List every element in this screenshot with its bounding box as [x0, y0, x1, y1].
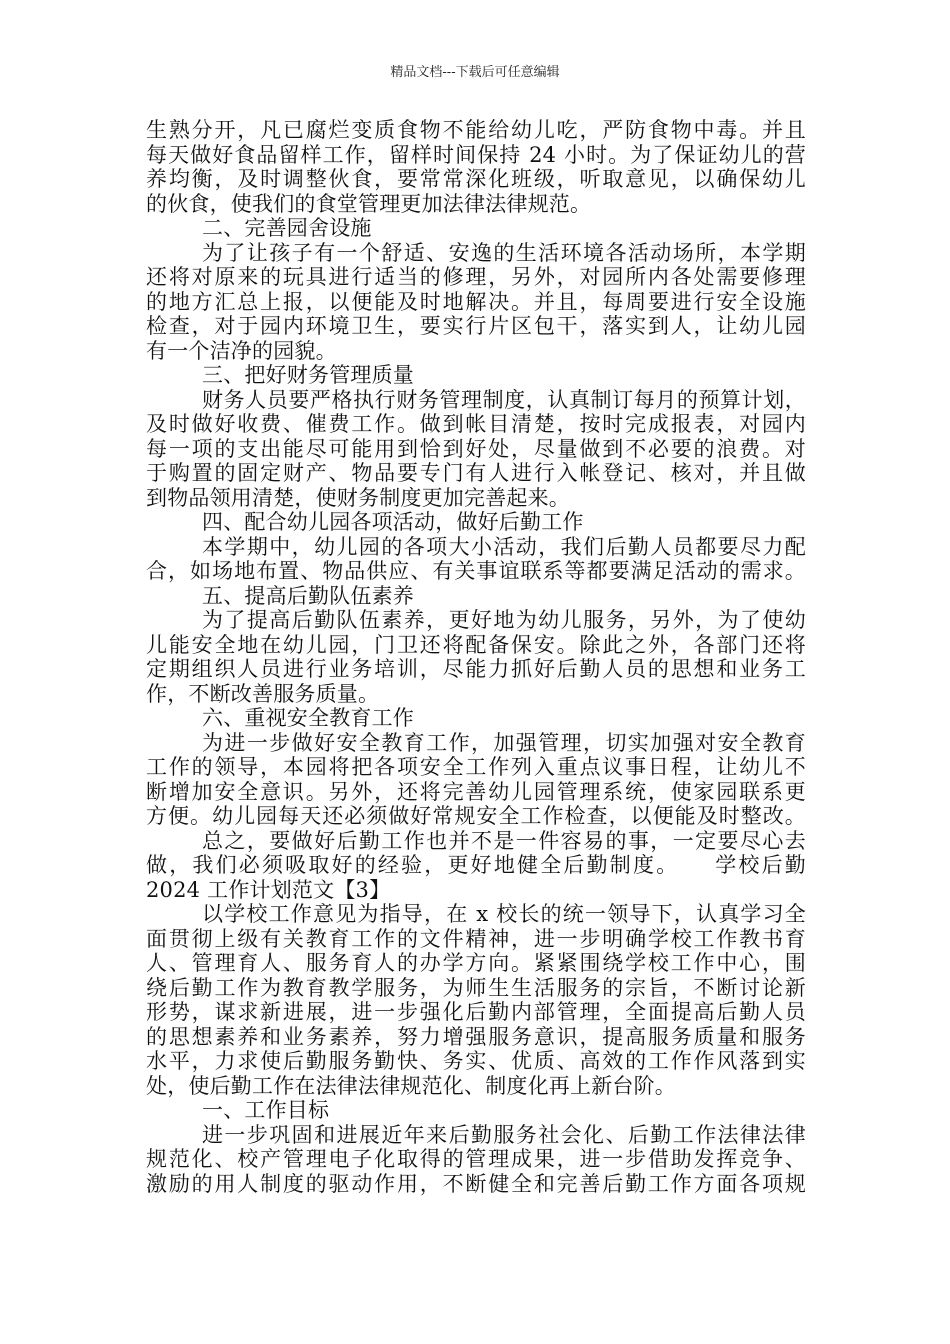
text-line: 检查，对于园内环境卫生，要实行片区包干，落实到人，让幼儿园	[146, 314, 806, 338]
text-line: 为进一步做好安全教育工作，加强管理，切实加强对安全教育	[202, 730, 806, 755]
text-line: 合，如场地布置、物品供应、有关事谊联系等都要满足活动的需求。	[146, 559, 806, 583]
text-line: 四、配合幼儿园各项活动，做好后勤工作	[202, 510, 584, 534]
text-line: 作，不断改善服务质量。	[146, 681, 380, 706]
text-line: 财务人员要严格执行财务管理制度，认真制订每月的预算计划，	[202, 387, 806, 412]
text-line: 方便。幼儿园每天还必须做好常规安全工作检查，以便能及时整改。	[146, 804, 806, 828]
text-line: 以学校工作意见为指导，在 x 校长的统一领导下，认真学习全	[202, 902, 806, 926]
text-line: 绕后勤工作为教育教学服务，为师生生活服务的宗旨，不断讨论新	[146, 975, 806, 1000]
text-line: 每一项的支出能尽可能用到恰到好处，尽量做到不必要的浪费。对	[146, 436, 806, 461]
text-line: 三、把好财务管理质量	[202, 363, 414, 387]
text-line: 定期组织人员进行业务培训，尽能力抓好后勤人员的思想和业务工	[146, 657, 806, 681]
text-line: 处，使后勤工作在法律法律规范化、制度化再上新台阶。	[146, 1073, 676, 1098]
text-line: 有一个洁净的园貌。	[146, 338, 337, 363]
text-line: 的地方汇总上报，以便能及时地解决。并且，每周要进行安全设施	[146, 289, 806, 314]
text-line: 二、完善园舍设施	[202, 216, 372, 240]
text-line: 总之，要做好后勤工作也并不是一件容易的事，一定要尽心去	[202, 828, 806, 853]
text-line: 六、重视安全教育工作	[202, 706, 414, 730]
text-line: 进一步巩固和进展近年来后勤服务社会化、后勤工作法律法律	[202, 1122, 806, 1147]
page-header: 精品文档---下载后可任意编辑	[390, 65, 560, 80]
text-line: 人、管理育人、服务育人的办学方向。紧紧围绕学校工作中心，围	[146, 951, 806, 975]
text-line: 为了提高后勤队伍素养，更好地为幼儿服务，另外，为了使幼	[202, 608, 806, 632]
text-line: 本学期中，幼儿园的各项大小活动，我们后勤人员都要尽力配	[202, 534, 806, 559]
text-line: 形势，谋求新进展，进一步强化后勤内部管理，全面提高后勤人员	[146, 1000, 806, 1024]
document-body	[146, 118, 806, 1196]
text-line: 2024 工作计划范文【3】	[146, 877, 391, 902]
text-line: 儿能安全地在幼儿园，门卫还将配备保安。除此之外，各部门还将	[146, 632, 806, 657]
text-line: 水平，力求使后勤服务勤快、务实、优质、高效的工作作风落到实	[146, 1049, 806, 1073]
text-line: 及时做好收费、催费工作。做到帐目清楚，按时完成报表，对园内	[146, 412, 806, 436]
text-line: 还将对原来的玩具进行适当的修理，另外，对园所内各处需要修理	[146, 265, 806, 289]
text-line: 五、提高后勤队伍素养	[202, 583, 414, 608]
text-line: 面贯彻上级有关教育工作的文件精神，进一步明确学校工作教书育	[146, 926, 806, 951]
text-line: 到物品领用清楚，使财务制度更加完善起来。	[146, 485, 570, 510]
text-line: 于购置的固定财产、物品要专门有人进行入帐登记、核对，并且做	[146, 461, 806, 485]
text-line: 每天做好食品留样工作，留样时间保持 24 小时。为了保证幼儿的营	[146, 142, 806, 167]
text-line: 规范化、校产管理电子化取得的管理成果，进一步借助发挥竞争、	[146, 1147, 806, 1171]
text-line: 激励的用人制度的驱动作用，不断健全和完善后勤工作方面各项规	[146, 1171, 806, 1196]
text-line: 一、工作目标	[202, 1098, 330, 1122]
text-line: 的思想素养和业务素养，努力增强服务意识，提高服务质量和服务	[146, 1024, 806, 1049]
text-line: 养均衡，及时调整伙食，要常常深化班级，听取意见，以确保幼儿	[146, 167, 806, 191]
text-line: 断增加安全意识。另外，还将完善幼儿园管理系统，使家园联系更	[146, 779, 806, 804]
text-line: 的伙食，使我们的食堂管理更加法律法律规范。	[146, 191, 592, 216]
text-line: 为了让孩子有一个舒适、安逸的生活环境各活动场所，本学期	[202, 240, 806, 265]
text-line: 做，我们必须吸取好的经验，更好地健全后勤制度。 学校后勤	[146, 853, 806, 877]
text-line: 生熟分开，凡已腐烂变质食物不能给幼儿吃，严防食物中毒。并且	[146, 118, 806, 142]
text-line: 工作的领导，本园将把各项安全工作列入重点议事日程，让幼儿不	[146, 755, 806, 779]
